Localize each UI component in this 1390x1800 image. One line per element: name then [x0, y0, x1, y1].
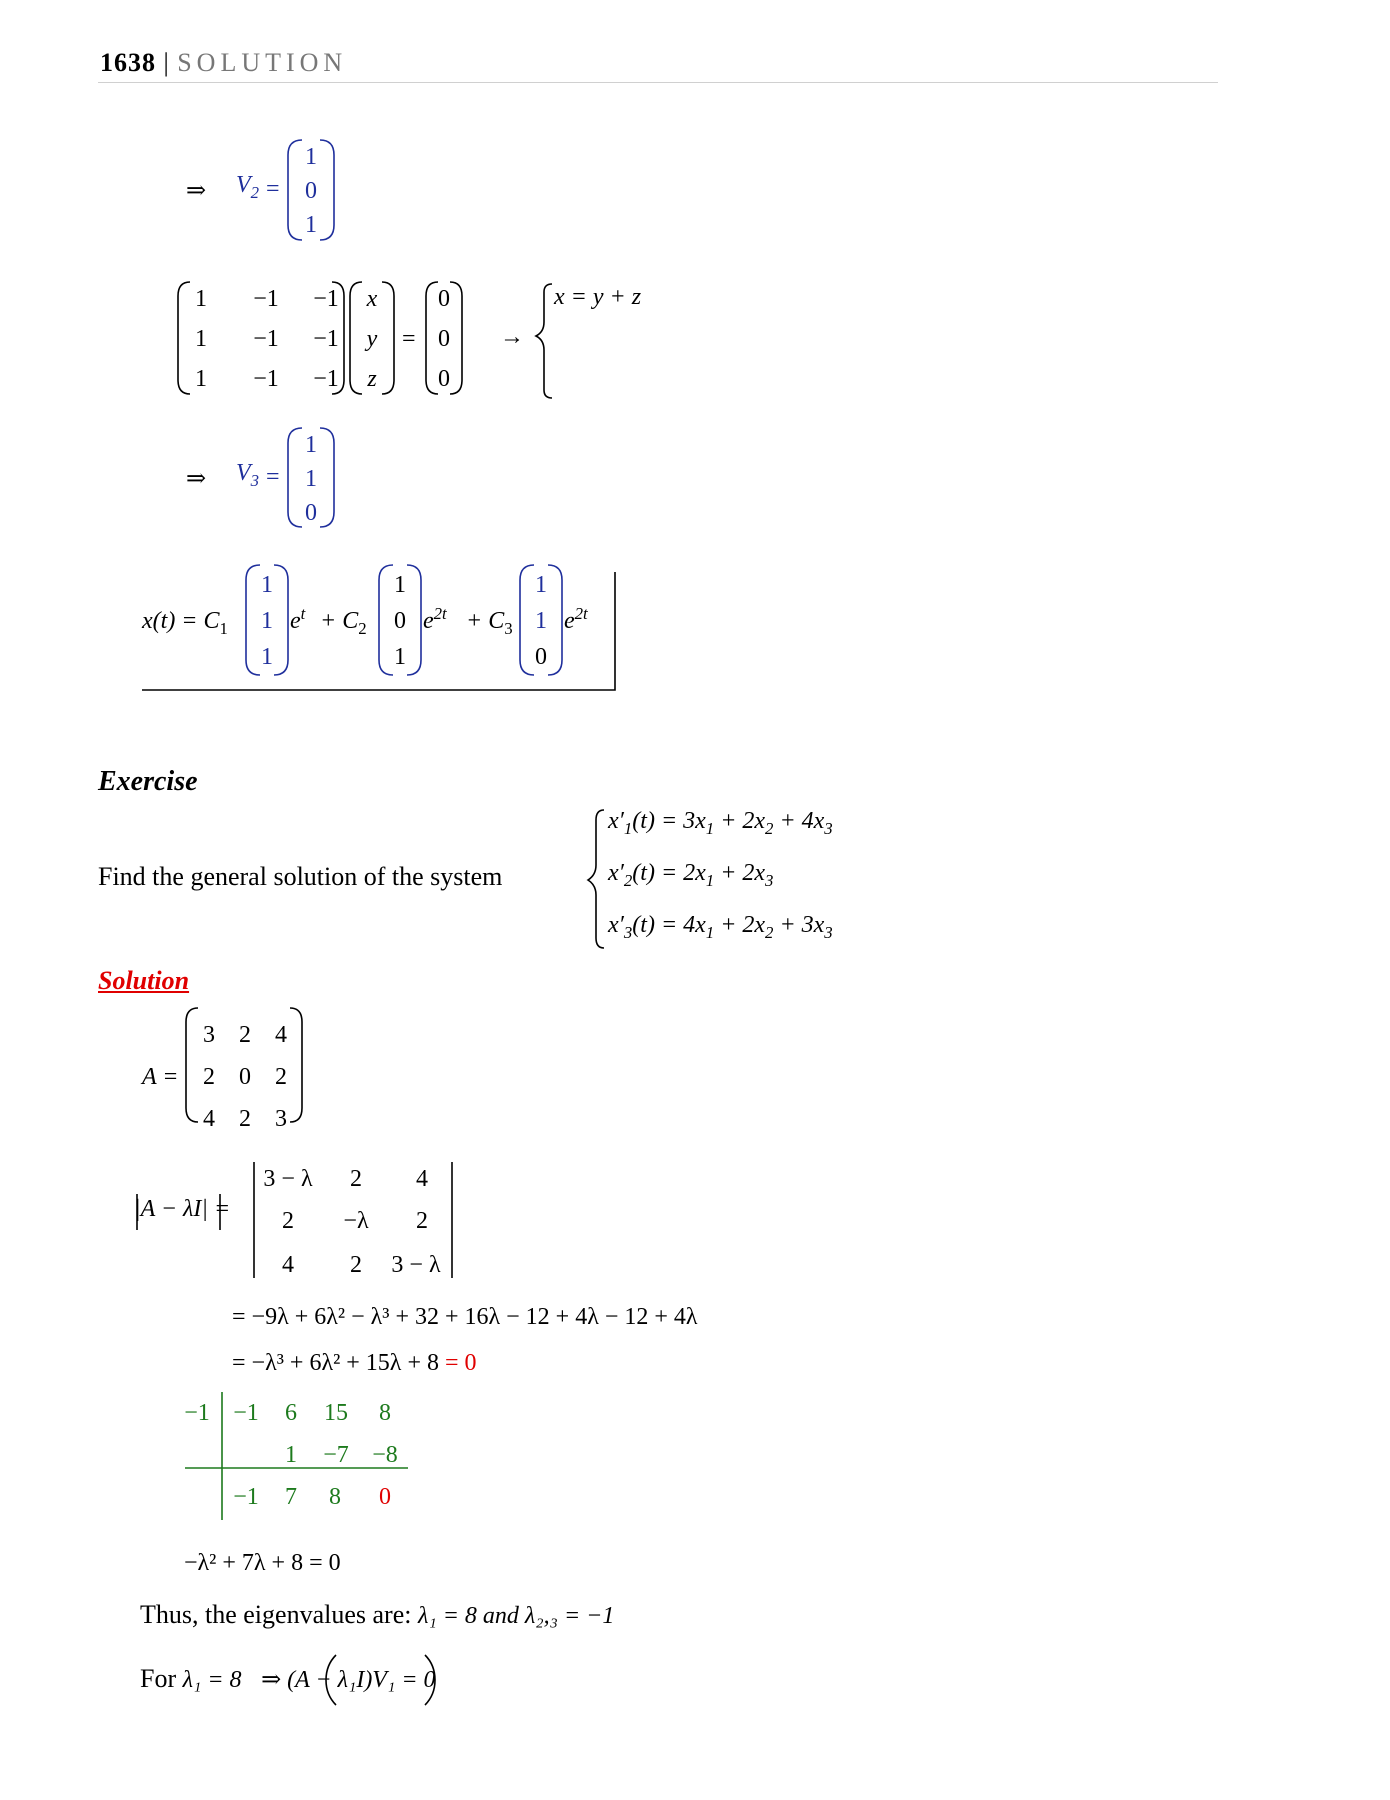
exp3-sup: 2t	[574, 604, 588, 623]
syn-cell: 15	[324, 1400, 348, 1426]
eigen-math: λ₁ = 8 and λ₂,₃ = −1	[417, 1603, 615, 1629]
exp1-sup: t	[300, 604, 306, 623]
v3-entry-1: 1	[305, 432, 317, 458]
det-cell: 3 − λ	[391, 1252, 441, 1278]
v2-entry-3: 1	[305, 212, 317, 238]
exp-3	[564, 604, 588, 635]
eq-sub: 3	[623, 922, 633, 942]
for-rest: ⇒ (A − λ₁I)V₁ = 0	[261, 1667, 436, 1693]
v3-arrow: ⇒	[186, 466, 207, 492]
det-cell: 2	[350, 1252, 362, 1278]
gen-v1-entry: 1	[261, 608, 273, 634]
rhs-cell: 0	[438, 286, 450, 312]
eq-part: (t) = 4x	[632, 912, 706, 938]
expansion-line-2	[232, 1350, 477, 1377]
gen-v2-entry: 0	[394, 608, 406, 634]
syn-remainder: 0	[379, 1484, 391, 1510]
v3-entry-3: 0	[305, 500, 317, 526]
gen-v1-entry: 1	[261, 572, 273, 598]
A-cell: 4	[203, 1106, 215, 1132]
det-cell: 2	[416, 1208, 428, 1234]
matrix-cell: 1	[195, 286, 207, 312]
exercise-eq-3	[608, 912, 833, 943]
exercise-heading: Exercise	[98, 766, 198, 797]
e-2: e	[423, 608, 434, 634]
A-cell: 3	[275, 1106, 287, 1132]
var-z: z	[367, 366, 377, 392]
eq-part: (t) = 3x	[632, 808, 706, 834]
matrix-cell: 1	[195, 366, 207, 392]
A-label-text: A =	[142, 1064, 179, 1090]
gen-v1-entry: 1	[261, 644, 273, 670]
det-cell: 3 − λ	[263, 1166, 313, 1192]
A-label	[142, 1064, 178, 1091]
A-cell: 0	[239, 1064, 251, 1090]
eq-part: + 2x	[714, 808, 766, 834]
rhs-cell: 0	[438, 366, 450, 392]
system-result: x = y + z	[554, 284, 642, 310]
expansion-line-1: = −9λ + 6λ² − λ³ + 32 + 16λ − 12 + 4λ − 12 + 4λ	[232, 1304, 698, 1330]
syn-cell: 1	[285, 1442, 297, 1468]
eq-sub: 1	[705, 818, 715, 838]
eigen-line	[140, 1600, 614, 1630]
general-lhs-text: x(t) = C	[142, 608, 220, 634]
v2-entry-2: 0	[305, 178, 317, 204]
exp-2	[423, 604, 447, 635]
det-label: |A − λI| =	[134, 1196, 231, 1222]
synthetic-root: −1	[184, 1400, 210, 1426]
A-cell: 2	[239, 1106, 251, 1132]
syn-cell: 7	[285, 1484, 297, 1510]
A-cell: 2	[239, 1022, 251, 1048]
for-text: For	[140, 1664, 177, 1693]
e-3: e	[564, 608, 575, 634]
matrix-cell: 1	[195, 326, 207, 352]
v2-equals: =	[266, 176, 280, 202]
matrix-cell: −1	[253, 326, 279, 352]
v3-label-letter: V	[236, 460, 251, 486]
v2-entry-1: 1	[305, 144, 317, 170]
det-cell: 4	[282, 1252, 294, 1278]
det-cell: 4	[416, 1166, 428, 1192]
eq-sub: 2	[623, 870, 633, 890]
c3-sub: 3	[504, 618, 513, 638]
v2-label	[236, 172, 259, 203]
syn-cell: −8	[372, 1442, 398, 1468]
for-line	[140, 1664, 436, 1694]
v2-label-letter: V	[236, 172, 251, 198]
matrix-cell: −1	[313, 366, 339, 392]
v2-label-sub: 2	[250, 182, 260, 202]
eq-sub: 1	[623, 818, 633, 838]
eq-sub: 1	[705, 922, 715, 942]
plus-c3-text: + C	[466, 608, 505, 634]
exercise-eq-1	[608, 808, 833, 839]
eq-part: + 2x	[714, 860, 766, 886]
eq-part: x′	[608, 860, 624, 886]
gen-v2-entry: 1	[394, 572, 406, 598]
eq-part: x′	[608, 808, 624, 834]
gen-v3-entry: 1	[535, 608, 547, 634]
plus-c2-text: + C	[320, 608, 359, 634]
exp-1	[290, 604, 305, 635]
matrix-cell: −1	[313, 286, 339, 312]
A-cell: 2	[275, 1064, 287, 1090]
A-cell: 2	[203, 1064, 215, 1090]
eq-sub: 2	[765, 818, 774, 838]
eq-part: + 2x	[714, 912, 766, 938]
syn-cell: 8	[379, 1400, 391, 1426]
quadratic: −λ² + 7λ + 8 = 0	[184, 1550, 341, 1576]
gen-v2-entry: 1	[394, 644, 406, 670]
exercise-eq-2	[608, 860, 773, 891]
for-math: λ₁ = 8	[182, 1667, 242, 1693]
section-title: SOLUTION	[177, 48, 348, 77]
matrix-cell: −1	[313, 326, 339, 352]
det-cell: 2	[350, 1166, 362, 1192]
gen-v3-entry: 0	[535, 644, 547, 670]
eq-sub: 3	[824, 922, 833, 942]
c2-sub: 2	[358, 618, 367, 638]
line2-zero: = 0	[444, 1350, 477, 1376]
v3-equals: =	[266, 464, 280, 490]
gen-v3-entry: 1	[535, 572, 547, 598]
plus-c2	[320, 608, 367, 639]
exp2-sup: 2t	[433, 604, 447, 623]
eq-part: + 3x	[773, 912, 825, 938]
header-separator: |	[163, 48, 170, 77]
det-cell: 2	[282, 1208, 294, 1234]
eq-part: x′	[608, 912, 624, 938]
syn-cell: −7	[323, 1442, 349, 1468]
det-cell: −λ	[343, 1208, 369, 1234]
A-cell: 4	[275, 1022, 287, 1048]
matrix-cell: −1	[253, 366, 279, 392]
syn-cell: 6	[285, 1400, 297, 1426]
implies-arrow: →	[500, 324, 524, 350]
eq-sub: 2	[765, 922, 774, 942]
v3-label	[236, 460, 259, 491]
A-cell: 3	[203, 1022, 215, 1048]
matrix-cell: −1	[253, 286, 279, 312]
v3-label-sub: 3	[250, 470, 260, 490]
syn-cell: −1	[233, 1484, 259, 1510]
eq-part: + 4x	[773, 808, 825, 834]
plus-c3	[466, 608, 513, 639]
eigen-text: Thus, the eigenvalues are:	[140, 1600, 412, 1629]
general-lhs	[142, 608, 228, 639]
v2-arrow: ⇒	[186, 178, 207, 204]
syn-cell: 8	[329, 1484, 341, 1510]
eq-sub: 1	[705, 870, 715, 890]
page-number: 1638	[100, 48, 156, 77]
solution-heading: Solution	[98, 966, 190, 995]
syn-cell: −1	[233, 1400, 259, 1426]
system-equals: =	[402, 326, 416, 352]
v3-entry-2: 1	[305, 466, 317, 492]
line2-main: = −λ³ + 6λ² + 15λ + 8	[232, 1350, 439, 1376]
var-y: y	[366, 326, 378, 352]
e-1: e	[290, 608, 301, 634]
eq-part: (t) = 2x	[632, 860, 706, 886]
eq-sub: 3	[824, 818, 833, 838]
var-x: x	[366, 286, 378, 312]
c1-sub: 1	[219, 618, 228, 638]
rhs-cell: 0	[438, 326, 450, 352]
eq-sub: 3	[765, 870, 774, 890]
exercise-prompt: Find the general solution of the system	[98, 862, 503, 891]
